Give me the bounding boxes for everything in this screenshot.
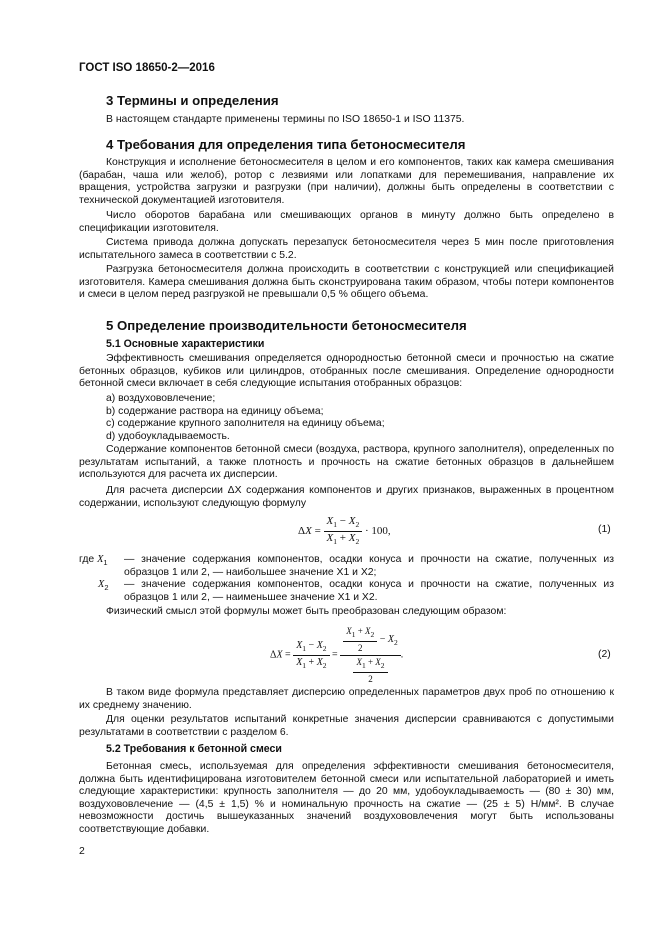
section-5-1-title: 5.1 Основные характеристики xyxy=(106,338,265,350)
section-5-1-para-2: Содержание компонентов бетонной смеси (воздуха, раствора, крупного заполнителя), определенных по результатам испытаний, а также плотность и прочность на сжатие бетонных образцов в дальнейшем используются для расчета их дисперсии. xyxy=(79,444,614,481)
standard-header: ГОСТ ISO 18650-2—2016 xyxy=(79,62,215,74)
section-4-para-2: Число оборотов барабана или смешивающих органов в минуту должно быть определено в спецификации изготовителя. xyxy=(79,210,614,234)
section-5-2-title: 5.2 Требования к бетонной смеси xyxy=(106,743,282,755)
list-item: c) содержание крупного заполнителя на единицу объема; xyxy=(106,418,385,429)
section-5-1-para-4: Физический смысл этой формулы может быть преобразован следующим образом: xyxy=(106,606,507,617)
formula-1: ΔX = $\frac{X_1 - X_2}{X_1 + X_2}$ · 100, xyxy=(298,515,391,547)
section-5-1-para-5: В таком виде формула представляет дисперсию определенных параметров двух проб по отношению к их среднему значению. xyxy=(79,687,614,711)
definition-x1: — значение содержания компонентов, осадки конуса и прочности на сжатие, полученных из образцов 1 или 2, — наибольшее значение X1 и X2; xyxy=(124,554,614,578)
section-5-2-para-1: Бетонная смесь, используемая для определения эффективности смешивания бетоносмесителя, должна быть идентифицирована изготовителем бетонной смеси или испытательной лабораторией и иметь следующие характеристики: крупность заполнителя — до 20 мм, удобоукладываемость — (80 ± 30) мм, воздухововлечение — (4,5 ± 1,5) % и номинальную прочность на сжатие — (25 ± 5) Н/мм². В случае невозможности достичь вышеуказанных значений воздухововлечения могут быть использованы соответствующие добавки. xyxy=(79,761,614,835)
where-label: где $X_1$ xyxy=(79,554,108,568)
section-4-para-1: Конструкция и исполнение бетоносмесителя в целом и его компонентов, таких как камера смешивания (барабан, чаша или желоб), ротор с лезвиями или лопатками для перемешивания, направление их вращения, устройства загрузки и разгрузки (при наличии), должны быть определены в соответствии с технической документацией изготовителя. xyxy=(79,157,614,206)
list-item: a) воздухововлечение; xyxy=(106,393,216,404)
section-3-title: 3 Термины и определения xyxy=(106,93,279,108)
formula-2-number: (2) xyxy=(598,649,611,660)
section-5-1-para-1: Эффективность смешивания определяется однородностью бетонной смеси и прочностью на сжатие бетонных образцов, кубиков или цилиндров, отобранных после смешивания. Определение однородности бетонной смеси включает в себя следующие испытания отобранных образцов: xyxy=(79,353,614,390)
section-4-para-4: Разгрузка бетоносмесителя должна происходить в соответствии с конструкцией или спецификацией изготовителя. Камера смешивания должна быть сконструирована таким образом, чтобы потери компонентов и смеси в целом перед разгрузкой не превышали 0,5 % общего объема. xyxy=(79,264,614,301)
section-5-title: 5 Определение производительности бетоносмесителя xyxy=(106,318,467,333)
list-item: d) удобоукладываемость. xyxy=(106,431,230,442)
section-5-1-para-6: Для оценки результатов испытаний конкретные значения дисперсии сравниваются с допустимыми результатами в соответствии с разделом 6. xyxy=(79,714,614,738)
section-5-1-para-3: Для расчета дисперсии ΔX содержания компонентов и других признаков, выраженных в процентном содержании, используют следующую формулу xyxy=(79,485,614,509)
formula-1-number: (1) xyxy=(598,524,611,535)
formula-2: ΔX = $\frac{X_1 - X_2}{X_1 + X_2}$ = $\frac{X_1 + X_2}{2}$ − $X_2$ $\frac{X_1 + X_2}{2}$ . xyxy=(270,626,404,684)
section-4-title: 4 Требования для определения типа бетоносмесителя xyxy=(106,137,466,152)
list-item: b) содержание раствора на единицу объема; xyxy=(106,406,324,417)
page-number: 2 xyxy=(79,846,85,857)
definition-x2: — значение содержания компонентов, осадки конуса и прочности на сжатие, полученных из образцов 1 или 2, — наименьшее значение X1 и X2. xyxy=(124,579,614,603)
section-4-para-3: Система привода должна допускать перезапуск бетоносмесителя через 5 мин после приготовления испытательного замеса в соответствии с 5.2. xyxy=(79,237,614,261)
section-3-text: В настоящем стандарте применены термины по ISO 18650-1 и ISO 11375. xyxy=(106,114,465,125)
variable-x2: $X_2$ xyxy=(98,579,109,593)
